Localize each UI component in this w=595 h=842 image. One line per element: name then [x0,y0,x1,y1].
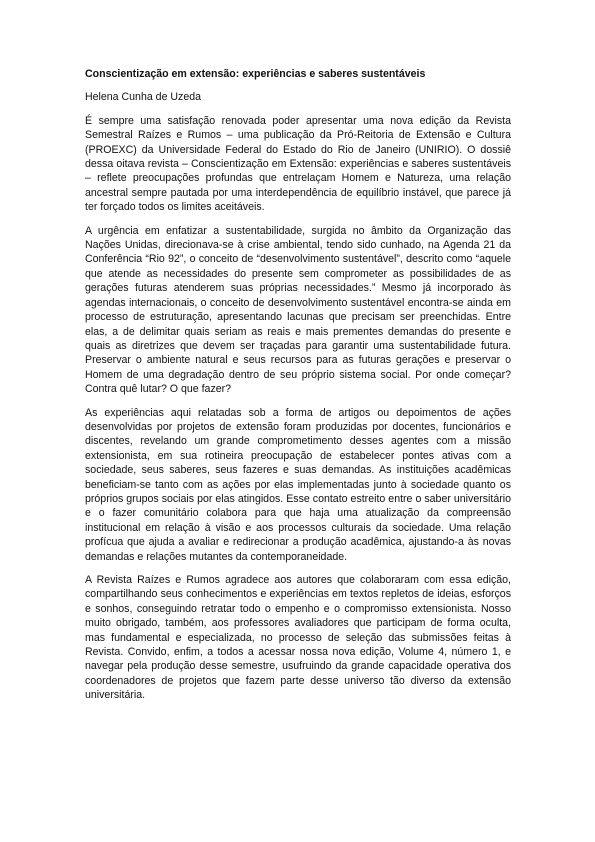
document-body [85,67,511,712]
document-author: Helena Cunha de Uzeda [85,91,202,104]
paragraph-3: As experiências aqui relatadas sob a forma de artigos ou depoimentos de ações desenvolvidas por projetos de extensão foram produzidas por docentes, funcionários e discentes, revelando um grande comprometimento desses agentes com a missão extensionista, em sua rotineira preocupação de estabelecer pontes ativas com a sociedade, seus saberes, seus fazeres e suas demandas. As instituições acadêmicas beneficiam-se tanto com as ações por elas implementadas junto à sociedade quanto os próprios grupos sociais por elas atingidos. Esse contato estreito entre o saber universitário e o fazer comunitário colabora para que haja uma atualização da compreensão institucional em relação à visão e aos processos culturais da sociedade. Uma relação profícua que ajuda a avaliar e redirecionar a produção acadêmica, ajustando-a às novas demandas e relações mutantes da contemporaneidade. [85,406,511,563]
paragraph-2: A urgência em enfatizar a sustentabilidade, surgida no âmbito da Organização das Nações Unidas, direcionava-se à crise ambiental, tendo sido cunhado, na Agenda 21 da Conferência “Rio 92”, o conceito de “desenvolvimento sustentável”, descrito como “aquele que atende as necessidades do presente sem comprometer as possibilidades de as gerações futuras atenderem suas próprias necessidades.” Mesmo já incorporado às agendas internacionais, o conceito de desenvolvimento sustentável encontra-se ainda em processo de estruturação, apresentando lacunas que precisam ser preenchidas. Entre elas, a de delimitar quais seriam as reais e mais prementes demandas do presente e quais as diretrizes que devem ser traçadas para garantir uma sustentabilidade futura. Preservar o ambiente natural e seus recursos para as futuras gerações e preservar o Homem de uma degradação dentro de seu próprio sistema social. Por onde começar? Contra quê lutar? O que fazer? [85,224,511,396]
paragraph-1: É sempre uma satisfação renovada poder apresentar uma nova edição da Revista Semestral Raízes e Rumos – uma publicação da Pró-Reitoria de Extensão e Cultura (PROEXC) da Universidade Federal do Estado do Rio de Janeiro (UNIRIO). O dossiê dessa oitava revista – Conscientização em Extensão: experiências e saberes sustentáveis – reflete preocupações profundas que entrelaçam Homem e Natureza, uma relação ancestral sempre pautada por uma interdependência de equilíbrio instável, que parece já ter forçado todos os limites aceitáveis. [85,114,511,214]
document-title: Conscientização em extensão: experiências e saberes sustentáveis [85,68,426,80]
paragraph-4: A Revista Raízes e Rumos agradece aos autores que colaboraram com essa edição, compartilhando seus conhecimentos e experiências em textos repletos de ideias, esforços e sonhos, conseguindo retratar todo o empenho e o compromisso extensionista. Nosso muito obrigado, também, aos professores avaliadores que participam de forma oculta, mas fundamental e especializada, no processo de seleção das submissões feitas à Revista. Convido, enfim, a todos a acessar nossa nova edição, Volume 4, número 1, e navegar pela produção desse semestre, usufruindo da grande capacidade operativa dos coordenadores de projetos que fazem parte desse universo tão diverso da extensão universitária. [85,574,511,702]
